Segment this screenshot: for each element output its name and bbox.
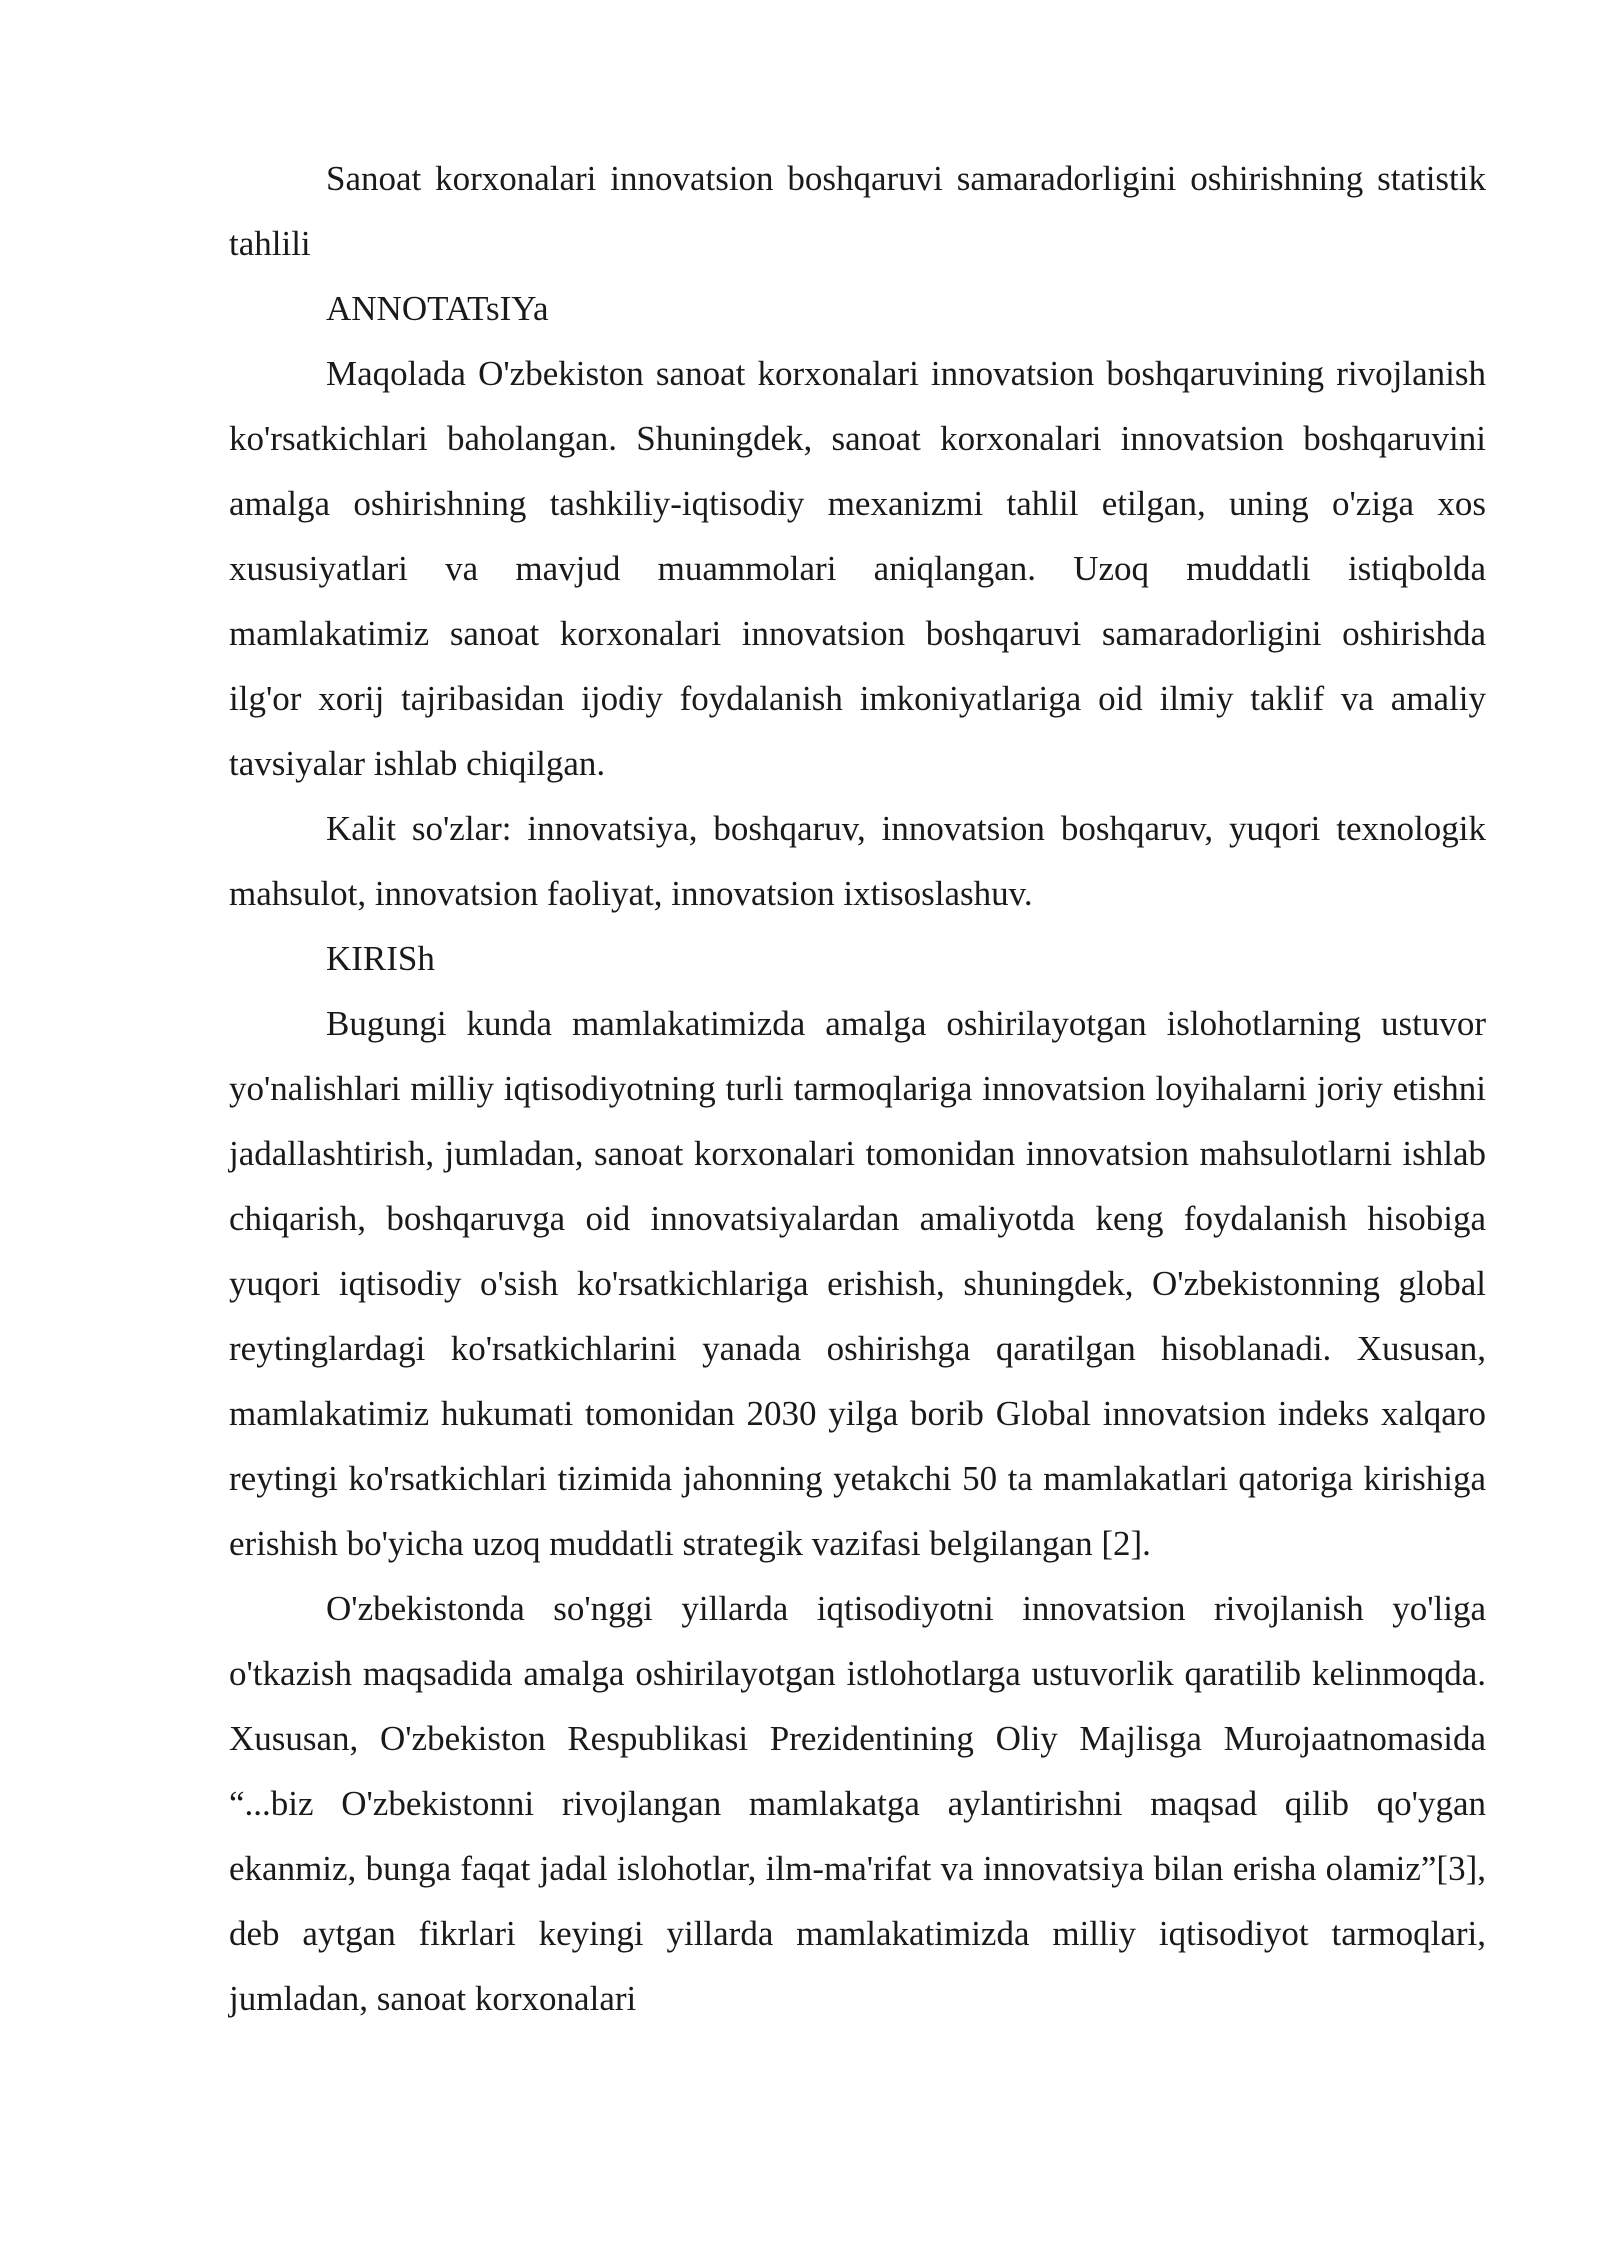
introduction-heading: KIRISh (326, 939, 435, 978)
keywords-paragraph: Kalit so'zlar: innovatsiya, boshqaruv, innovatsion boshqaruv, yuqori texnologik mahsulot, innovatsion faoliyat, innovatsion ixtisoslashuv. (229, 809, 1486, 913)
introduction-paragraph-2: O'zbekistonda so'nggi yillarda iqtisodiyotni innovatsion rivojlanish yo'liga o'tkazish maqsadida amalga oshirilayotgan istlohotlarga ustuvorlik qaratilib kelinmoqda. Xususan, O'zbekiston Respublikasi Prezidentining Oliy Majlisga Murojaatnomasida “...biz O'zbekistonni rivojlangan mamlakatga aylantirishni maqsad qilib qo'ygan ekanmiz, bunga faqat jadal islohotlar, ilm-ma'rifat va innovatsiya bilan erisha olamiz”[3], deb aytgan fikrlari keyingi yillarda mamlakatimizda milliy iqtisodiyot tarmoqlari, jumladan, sanoat korxonalari (229, 1589, 1486, 2018)
annotation-heading: ANNOTATsIYa (326, 289, 549, 328)
article-title: Sanoat korxonalari innovatsion boshqaruvi samaradorligini oshirishning statistik tahlili (229, 159, 1486, 263)
annotation-paragraph: Maqolada O'zbekiston sanoat korxonalari innovatsion boshqaruvining rivojlanish ko'rsatkichlari baholangan. Shuningdek, sanoat korxonalari innovatsion boshqaruvini amalga oshirishning tashkiliy-iqtisodiy mexanizmi tahlil etilgan, uning o'ziga xos xususiyatlari va mavjud muammolari aniqlangan. Uzoq muddatli istiqbolda mamlakatimiz sanoat korxonalari innovatsion boshqaruvi samaradorligini oshirishda ilg'or xorij tajribasidan ijodiy foydalanish imkoniyatlariga oid ilmiy taklif va amaliy tavsiyalar ishlab chiqilgan. (229, 354, 1486, 783)
document-page (229, 146, 1486, 2031)
introduction-paragraph-1: Bugungi kunda mamlakatimizda amalga oshirilayotgan islohotlarning ustuvor yo'nalishlari milliy iqtisodiyotning turli tarmoqlariga innovatsion loyihalarni joriy etishni jadallashtirish, jumladan, sanoat korxonalari tomonidan innovatsion mahsulotlarni ishlab chiqarish, boshqaruvga oid innovatsiyalardan amaliyotda keng foydalanish hisobiga yuqori iqtisodiy o'sish ko'rsatkichlariga erishish, shuningdek, O'zbekistonning global reytinglardagi ko'rsatkichlarini yanada oshirishga qaratilgan hisoblanadi. Xususan, mamlakatimiz hukumati tomonidan 2030 yilga borib Global innovatsion indeks xalqaro reytingi ko'rsatkichlari tizimida jahonning yetakchi 50 ta mamlakatlari qatoriga kirishiga erishish bo'yicha uzoq muddatli strategik vazifasi belgilangan [2]. (229, 1004, 1486, 1563)
